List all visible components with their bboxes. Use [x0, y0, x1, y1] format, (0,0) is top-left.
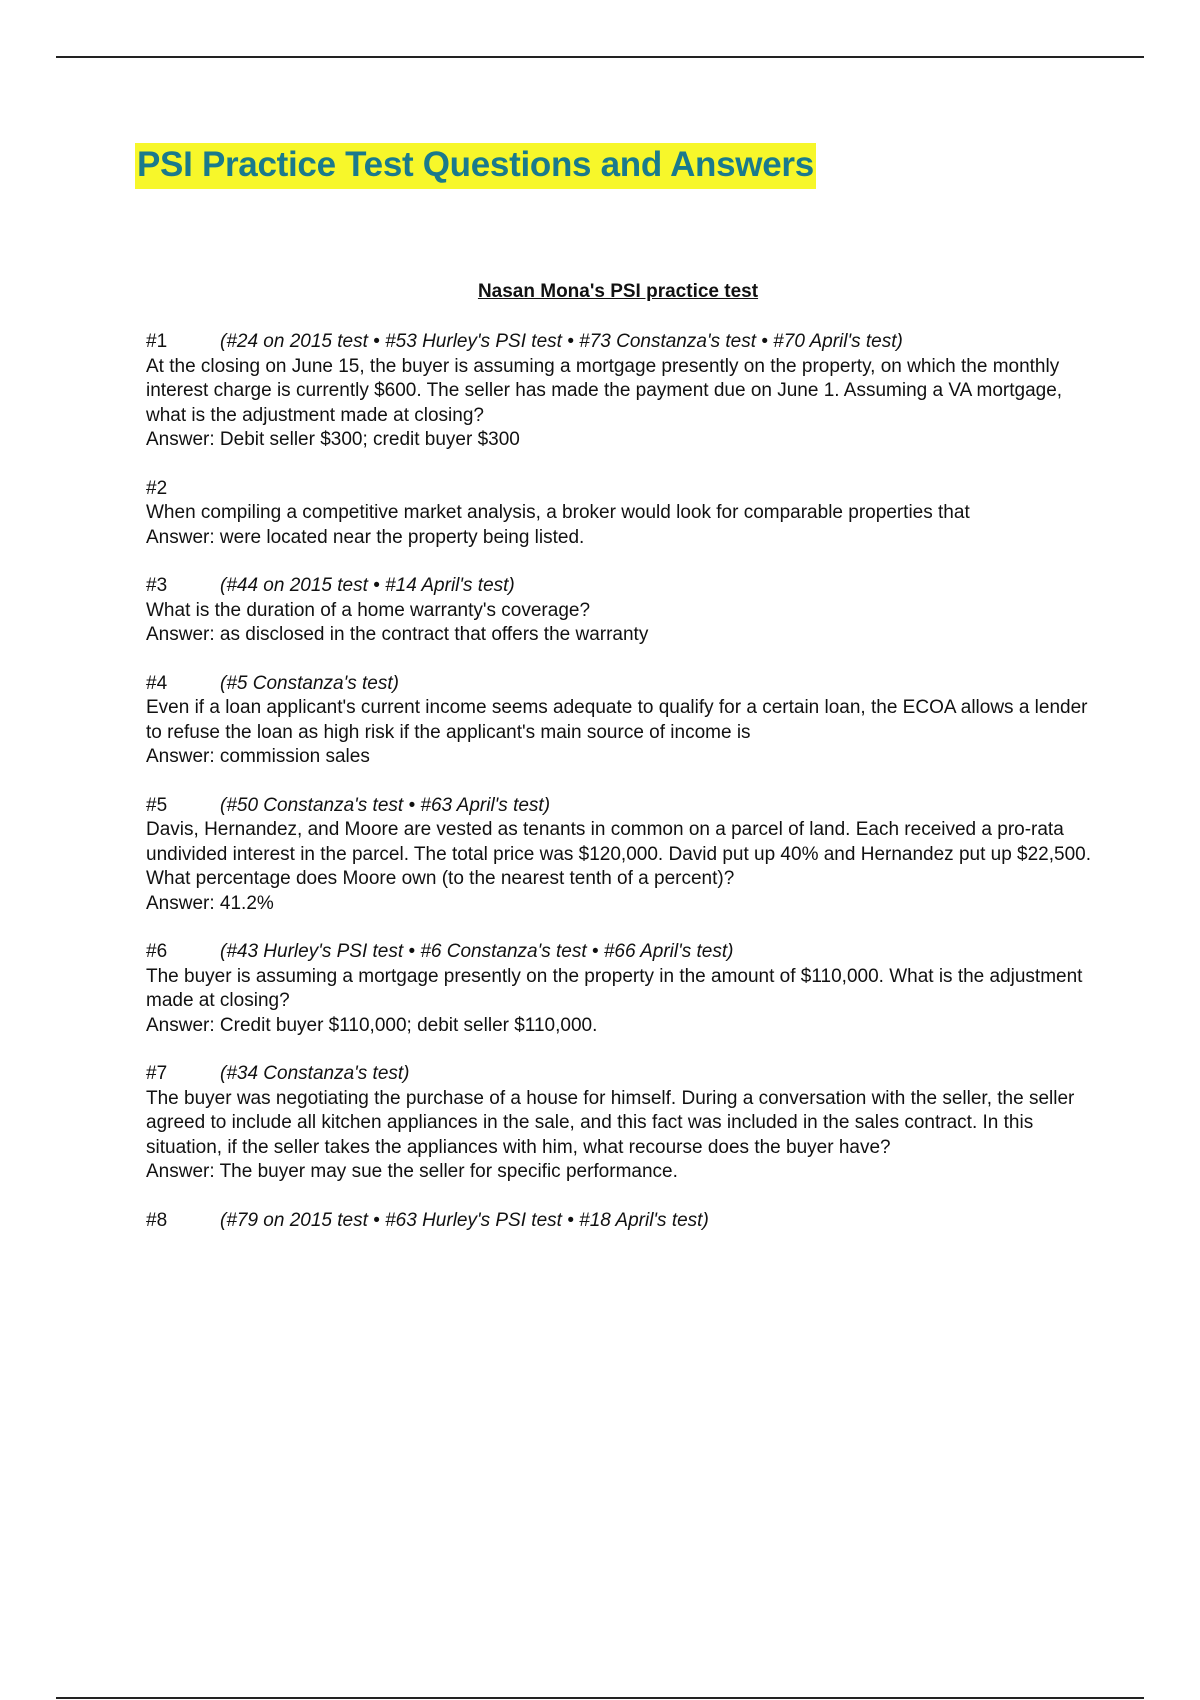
question-number: #1 — [146, 331, 168, 352]
question-reference: (#43 Hurley's PSI test • #6 Constanza's test • #66 April's test) — [220, 941, 734, 962]
question-number: #8 — [146, 1209, 168, 1231]
question-answer: Answer: as disclosed in the contract that offers the warranty — [146, 624, 649, 645]
question-header — [146, 330, 1106, 355]
question-6 — [146, 940, 1106, 1038]
question-number: #4 — [146, 672, 168, 694]
question-answer: Answer: 41.2% — [146, 892, 274, 914]
question-reference: (#5 Constanza's test) — [220, 672, 399, 694]
question-reference: (#50 Constanza's test • #63 April's test) — [220, 794, 551, 816]
question-header — [146, 1062, 1106, 1087]
question-header — [146, 574, 1106, 599]
question-text: Even if a loan applicant's current income seems adequate to qualify for a certain loan, the ECOA allows a lender to refuse the loan as high risk if the applicant's main source of income is — [146, 697, 1088, 743]
question-list — [146, 330, 1106, 1257]
question-number: #7 — [146, 1063, 168, 1084]
question-reference: (#34 Constanza's test) — [220, 1063, 410, 1084]
question-answer: Answer: Credit buyer $110,000; debit seller $110,000. — [146, 1014, 598, 1036]
question-answer: Answer: The buyer may sue the seller for specific performance. — [146, 1161, 678, 1182]
question-header — [146, 477, 1106, 502]
document-subtitle: Nasan Mona's PSI practice test — [477, 281, 759, 302]
question-text: When compiling a competitive market analysis, a broker would look for comparable properties that — [146, 502, 970, 523]
question-number: #5 — [146, 794, 168, 816]
question-text: Davis, Hernandez, and Moore are vested as tenants in common on a parcel of land. Each received a pro-rata undivided interest in the parcel. The total price was $120,000. David put up 40% and Hernandez put up $22,500. What percentage does Moore own (to the nearest tenth of a percent)? — [146, 819, 1092, 889]
question-header — [146, 672, 1106, 697]
question-7 — [146, 1062, 1106, 1185]
document-title: PSI Practice Test Questions and Answers — [135, 143, 816, 189]
question-5 — [146, 794, 1106, 917]
question-1 — [146, 330, 1106, 453]
question-header — [146, 794, 1106, 819]
question-text: The buyer was negotiating the purchase of a house for himself. During a conversation with the seller, the seller agreed to include all kitchen appliances in the sale, and this fact was included in the sales contract. In this situation, if the seller takes the appliances with him, what recourse does the buyer have? — [146, 1087, 1075, 1158]
question-answer: Answer: Debit seller $300; credit buyer $300 — [146, 429, 520, 450]
top-rule — [56, 56, 1144, 58]
bottom-rule — [56, 1697, 1144, 1699]
question-8 — [146, 1209, 1106, 1234]
question-header — [146, 940, 1106, 965]
question-text: What is the duration of a home warranty's coverage? — [146, 599, 591, 621]
question-text: The buyer is assuming a mortgage presently on the property in the amount of $110,000. What is the adjustment made at closing? — [146, 965, 1083, 1011]
question-3 — [146, 574, 1106, 648]
question-number: #3 — [146, 575, 168, 596]
question-reference: (#79 on 2015 test • #63 Hurley's PSI test • #18 April's test) — [220, 1209, 709, 1231]
question-2 — [146, 477, 1106, 551]
question-reference: (#44 on 2015 test • #14 April's test) — [220, 575, 515, 596]
question-text: At the closing on June 15, the buyer is assuming a mortgage presently on the property, on which the monthly interest charge is currently $600. The seller has made the payment due on June 1. Assuming a VA mortgage, what is the adjustment made at closing? — [146, 355, 1063, 426]
question-number: #2 — [146, 477, 168, 499]
question-number: #6 — [146, 941, 168, 962]
question-reference: (#24 on 2015 test • #53 Hurley's PSI test • #73 Constanza's test • #70 April's test) — [220, 331, 903, 352]
question-4 — [146, 672, 1106, 770]
question-answer: Answer: commission sales — [146, 746, 370, 767]
question-header — [146, 1209, 1106, 1234]
question-answer: Answer: were located near the property being listed. — [146, 526, 585, 548]
